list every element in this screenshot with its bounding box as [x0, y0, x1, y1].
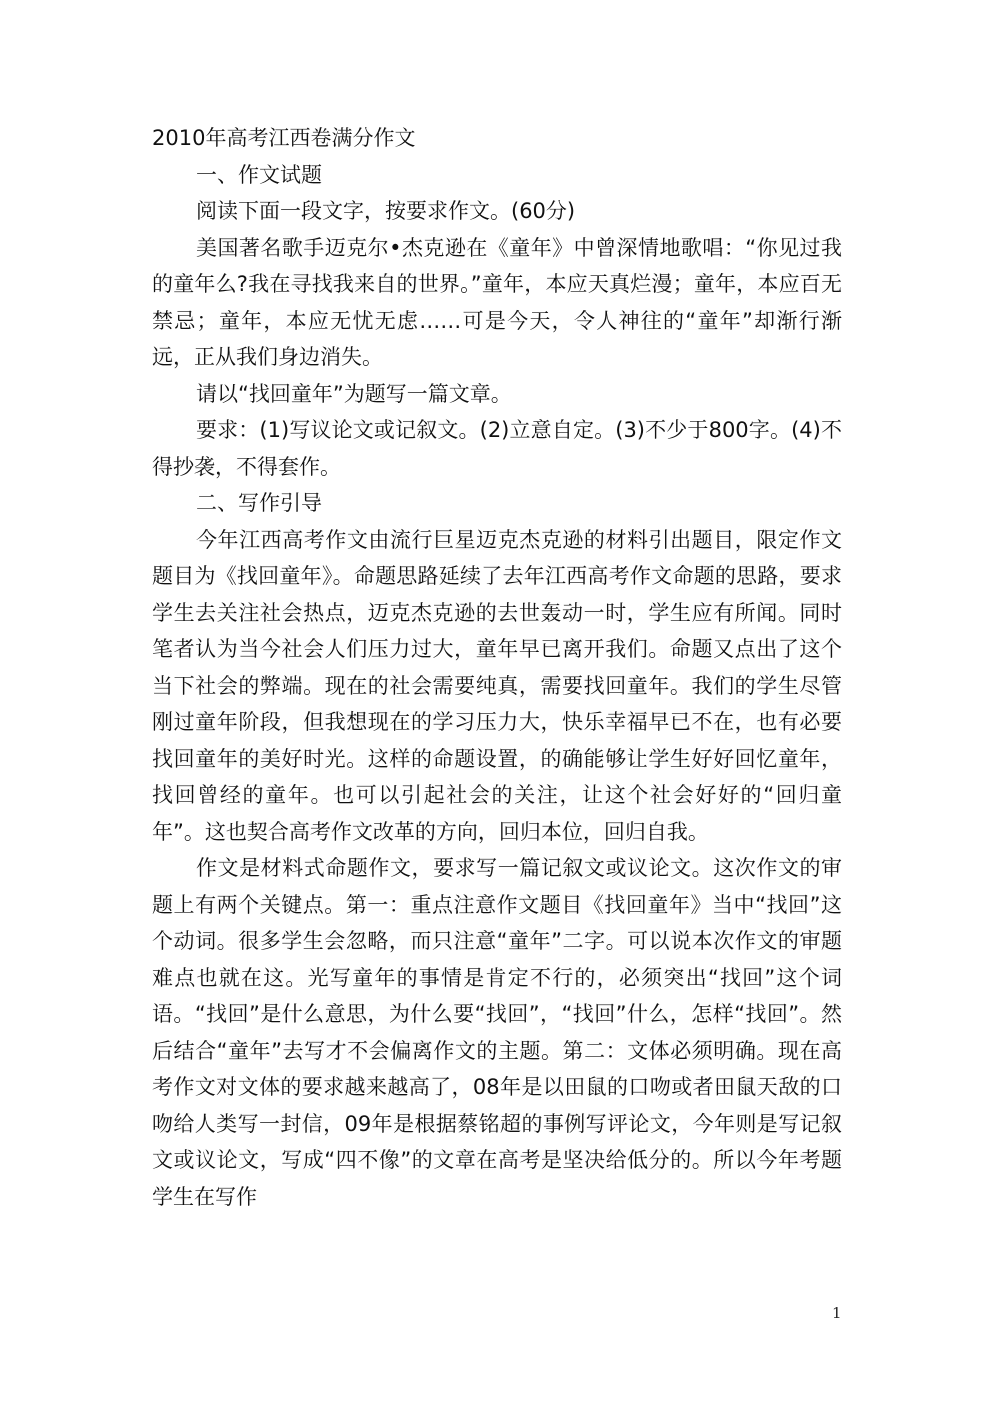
paragraph-guide-2: 作文是材料式命题作文，要求写一篇记叙文或议论文。这次作文的审题上有两个关键点。第一：重点注意作文题目《找回童年》当中“找回”这个动词。很多学生会忽略，而只注意“童年”二字。可以说本次作文的审题难点也就在这。光写童年的事情是肯定不行的，必须突出“找回”这个词语。“找回”是什么意思，为什么要“找回”，“找回”什么，怎样“找回”。然后结合“童年”去写才不会偏离作文的主题。第二：文体必须明确。现在高考作文对文体的要求越来越高了，08年是以田鼠的口吻或者田鼠天敌的口吻给人类写一封信，09年是根据蔡铭超的事例写评论文，今年则是写记叙文或议论文，写成“四不像”的文章在高考是坚决给低分的。所以今年考题学生在写作 — [152, 856, 842, 1209]
document-title: 2010年高考江西卷满分作文 — [152, 126, 416, 150]
section-heading-writing-guide: 二、写作引导 — [196, 491, 322, 515]
section-heading-essay-question: 一、作文试题 — [196, 162, 322, 187]
paragraph-material: 美国著名歌手迈克尔•杰克逊在《童年》中曾深情地歌唱：“你见过我的童年么?我在寻找我来自的世界。”童年，本应天真烂漫；童年，本应百无禁忌；童年，本应无忧无虑……可是今天，令人神往的“童年”却渐行渐远，正从我们身边消失。 — [152, 235, 842, 369]
paragraph-topic: 请以“找回童年”为题写一篇文章。 — [196, 381, 512, 406]
document-body — [152, 120, 842, 1215]
paragraph-requirements: 要求：(1)写议论文或记叙文。(2)立意自定。(3)不少于800字。(4)不得抄袭，不得套作。 — [152, 418, 842, 479]
paragraph-guide-1: 今年江西高考作文由流行巨星迈克杰克逊的材料引出题目，限定作文题目为《找回童年》。命题思路延续了去年江西高考作文命题的思路，要求学生去关注社会热点，迈克杰克逊的去世轰动一时，学生应有所闻。同时笔者认为当今社会人们压力过大，童年早已离开我们。命题又点出了这个当下社会的弊端。现在的社会需要纯真，需要找回童年。我们的学生尽管刚过童年阶段，但我想现在的学习压力大，快乐幸福早已不在，也有必要找回童年的美好时光。这样的命题设置，的确能够让学生好好回忆童年，找回曾经的童年。也可以引起社会的关注，让这个社会好好的“回归童年”。这也契合高考作文改革的方向，回归本位，回归自我。 — [152, 527, 842, 844]
paragraph-instruction: 阅读下面一段文字，按要求作文。(60分) — [196, 199, 576, 223]
page-number: 1 — [832, 1304, 842, 1322]
